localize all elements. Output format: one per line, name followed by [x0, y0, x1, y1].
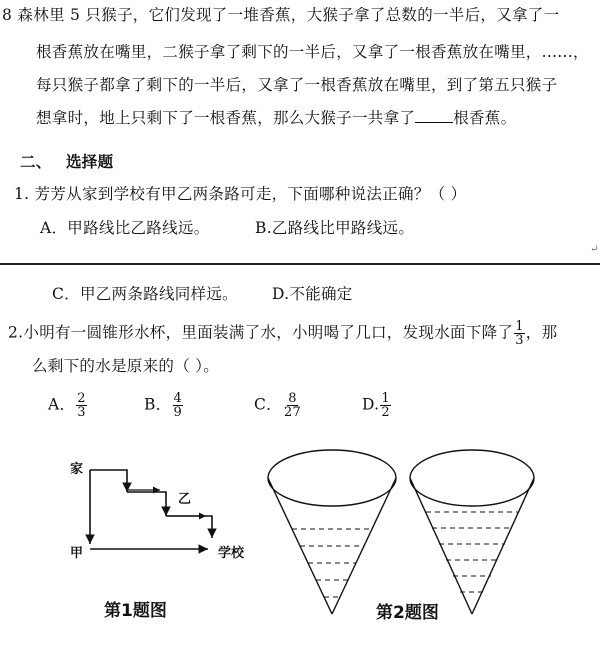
figure1-route-b-label: 乙 — [178, 492, 192, 507]
q1-option-d: D.不能确定 — [272, 285, 353, 303]
section-title: 选择题 — [66, 152, 114, 171]
q2-option-a-label: A． — [48, 395, 76, 414]
problem8-line1: 8 森林里 5 只猴子，它们发现了一堆香蕉，大猴子拿了总数的一半后，又拿了一 — [2, 6, 560, 24]
figure2-caption: 第2题图 — [376, 603, 439, 623]
problem8-line3: 每只猴子都拿了剩下的一半后，又拿了一根香蕉放在嘴里，到了第五只猴子 — [36, 76, 558, 94]
return-mark: ↵ — [590, 244, 599, 255]
q2-option-b-label: B． — [144, 395, 172, 414]
figure1-school-label: 学校 — [218, 546, 245, 561]
q2-option-a-num: 2 — [77, 391, 86, 406]
q2-stem-line1 — [8, 320, 557, 347]
q2-option-d-den: 2 — [381, 405, 390, 420]
q2-option-b — [144, 392, 184, 419]
q2-stem-line2: 么剩下的水是原来的（ ）。 — [32, 357, 220, 375]
q2-option-c — [254, 392, 303, 419]
q2-option-b-den: 9 — [173, 405, 183, 420]
route-b-step3 — [166, 516, 212, 538]
q2-option-c-fraction — [283, 392, 302, 419]
q2-option-d — [362, 392, 392, 419]
q2-stem-post: ，那 — [525, 323, 558, 342]
q2-option-c-label: C． — [254, 395, 282, 414]
problem8-line2: 根香蕉放在嘴里，二猴子拿了剩下的一半后，又拿了一根香蕉放在嘴里，......， — [36, 43, 589, 61]
q2-option-b-num: 4 — [173, 391, 183, 406]
cone-left — [268, 450, 396, 614]
q2-option-a-den: 3 — [77, 405, 86, 420]
q1-option-a: A．甲路线比乙路线远。 — [40, 219, 210, 237]
cone-right — [410, 450, 534, 614]
q2-fraction-num: 1 — [515, 319, 524, 334]
q2-option-b-fraction — [173, 392, 184, 419]
problem8-line4 — [36, 108, 516, 128]
q2-fraction-den: 3 — [515, 333, 524, 348]
route-b-step1 — [90, 470, 127, 492]
q1-stem: 1. 芳芳从家到学校有甲乙两条路可走，下面哪种说法正确？（ ） — [14, 185, 467, 203]
q1-option-c: C．甲乙两条路线同样远。 — [52, 285, 238, 303]
q2-option-d-fraction — [380, 392, 391, 419]
section-number: 二、 — [20, 152, 52, 171]
q1-option-b: B.乙路线比甲路线远。 — [255, 219, 415, 237]
answer-blank[interactable] — [415, 108, 453, 123]
problem8-line4-pre: 想拿时，地上只剩下了一根香蕉，那么大猴子一共拿了 — [36, 109, 416, 127]
figure1-caption: 第1题图 — [104, 601, 167, 621]
problem8-line4-post: 根香蕉。 — [453, 109, 517, 127]
q2-option-d-num: 1 — [381, 391, 390, 406]
q2-option-c-num: 8 — [288, 391, 297, 406]
route-b-step2 — [127, 492, 166, 516]
q2-option-c-den: 27 — [283, 405, 302, 420]
q2-stem-pre: 2.小明有一圆锥形水杯，里面装满了水，小明喝了几口，发现水面下降了 — [8, 323, 514, 342]
figure1-route-a-label: 甲 — [70, 546, 84, 561]
figure1-home-label: 家 — [70, 462, 84, 477]
page-divider — [0, 263, 600, 265]
figure2-cones — [262, 440, 552, 620]
q2-option-a — [48, 392, 88, 419]
q2-option-d-label: D. — [362, 395, 380, 414]
q2-fraction — [514, 320, 525, 347]
q2-option-a-fraction — [76, 392, 87, 419]
